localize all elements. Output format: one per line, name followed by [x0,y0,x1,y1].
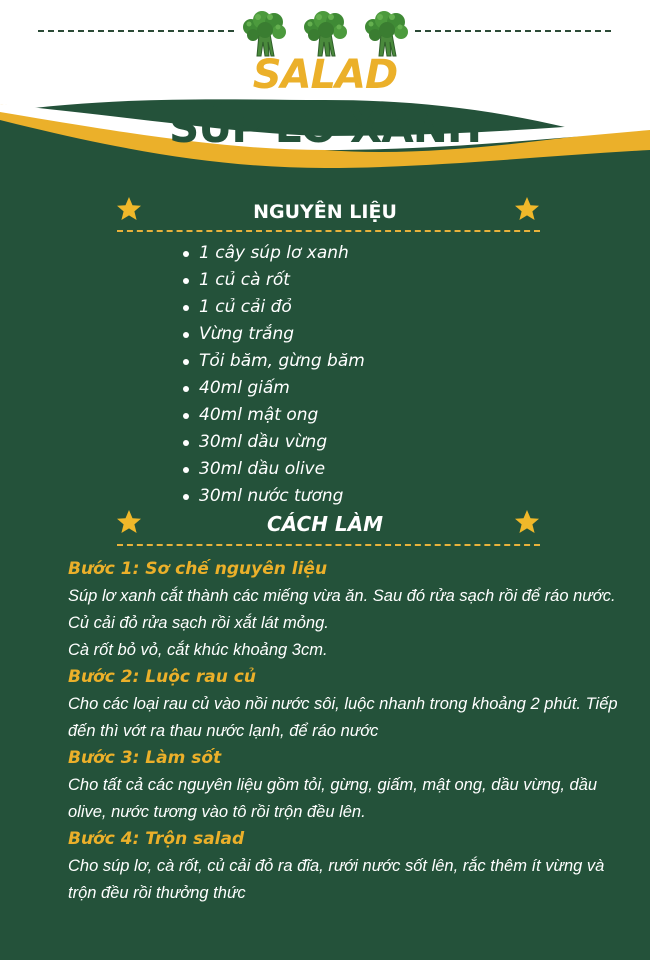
step-text: Cà rốt bỏ vỏ, cắt khúc khoảng 3cm. [68,641,328,659]
step-title: Bước 4: Trộn salad [68,829,245,849]
ingredient-item: 40ml mật ong [183,403,365,430]
step-title: Bước 3: Làm sốt [68,748,222,768]
ingredient-item: 30ml nước tương [183,484,365,511]
step-text: Cho các loại rau củ vào nồi nước sôi, luộc nhanh trong khoảng 2 phút. Tiếp đến thì vớt ra thau nước lạnh, để ráo nước [68,695,618,740]
ingredient-item: 40ml giấm [183,376,365,403]
ingredient-list [183,241,365,511]
method-heading: CÁCH LÀM [266,512,384,536]
ingredient-item: 30ml dầu vừng [183,430,365,457]
title-dish-name: SÚP LƠ XANH [168,103,482,152]
title-salad: SALAD [252,52,398,98]
header-dash-left [38,30,234,32]
step-text: Súp lơ xanh cắt thành các miếng vừa ăn. Sau đó rửa sạch rồi để ráo nước. [68,587,616,605]
header-dash-right [415,30,611,32]
method-steps [68,556,628,907]
step-title: Bước 2: Luộc rau củ [68,667,256,687]
ingredient-item: Vừng trắng [183,322,365,349]
step-text: Cho súp lơ, cà rốt, củ cải đỏ ra đĩa, rưới nước sốt lên, rắc thêm ít vừng và trộn đều rồi thưởng thức [68,857,605,902]
broccoli-icon [363,8,409,58]
ingredient-item: Tỏi băm, gừng băm [183,349,365,376]
step-text: Cho tất cả các nguyên liệu gồm tỏi, gừng, giấm, mật ong, dầu vừng, dầu olive, nước tương vào tô rồi trộn đều lên. [68,776,598,821]
broccoli-icon [302,8,348,58]
broccoli-icon [241,8,287,58]
ingredient-item: 30ml dầu olive [183,457,365,484]
ingredient-item: 1 cây súp lơ xanh [183,241,365,268]
ingredient-item: 1 củ cà rốt [183,268,365,295]
ingredients-heading: NGUYÊN LIỆU [253,201,397,223]
method-divider [117,544,540,546]
step-title: Bước 1: Sơ chế nguyên liệu [68,559,328,579]
step-text: Củ cải đỏ rửa sạch rồi xắt lát mỏng. [68,614,329,632]
ingredients-divider [117,230,540,232]
ingredient-item: 1 củ cải đỏ [183,295,365,322]
